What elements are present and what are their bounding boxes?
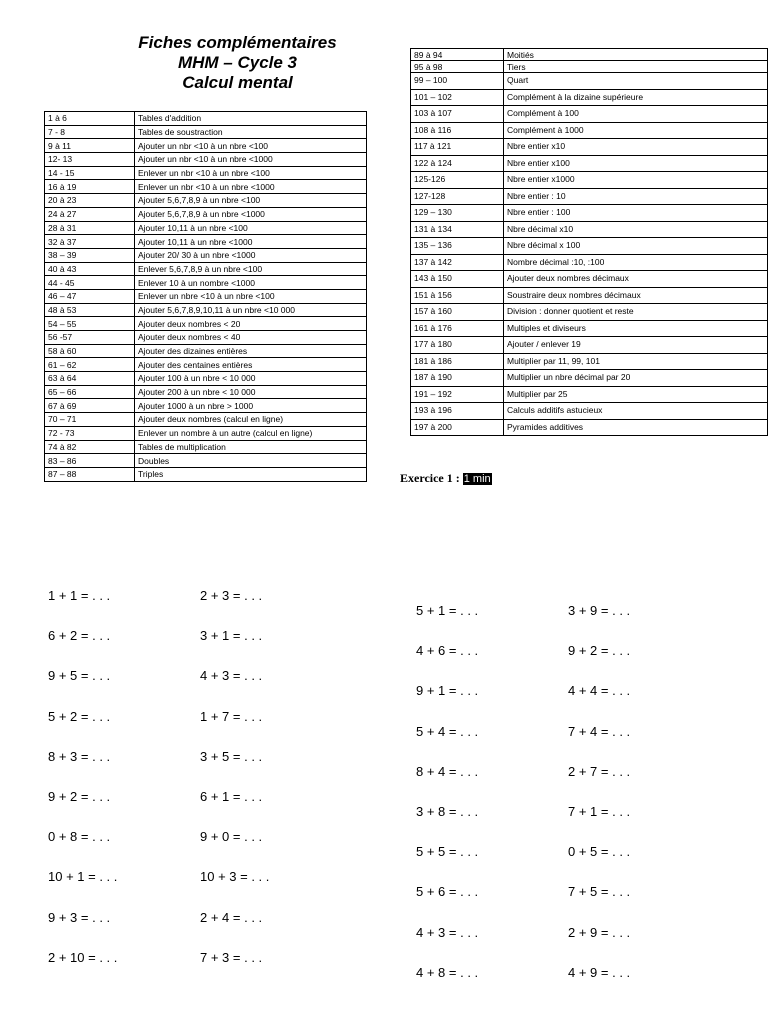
table-row	[45, 207, 367, 221]
range-cell: 103 à 107	[411, 106, 504, 123]
calculation-item: 4 + 6 = . . .	[416, 643, 479, 659]
range-cell: 32 à 37	[45, 235, 135, 249]
table-row	[411, 287, 768, 304]
table-row	[45, 385, 367, 399]
topic-cell: Ajouter 100 à un nbre < 10 000	[135, 372, 367, 386]
timer-badge: 1 min	[463, 473, 491, 485]
table-row	[411, 106, 768, 123]
topic-cell: Tables d'addition	[135, 112, 367, 126]
calculation-item: 10 + 3 = . . .	[200, 869, 270, 885]
calculation-item: 2 + 9 = . . .	[568, 924, 631, 940]
range-cell: 67 à 69	[45, 399, 135, 413]
range-cell: 56 -57	[45, 331, 135, 345]
range-cell: 16 à 19	[45, 180, 135, 194]
table-row	[411, 271, 768, 288]
topic-cell: Enlever un nbre <10 à un nbre <100	[135, 289, 367, 303]
range-cell: 74 à 82	[45, 440, 135, 454]
range-cell: 44 - 45	[45, 276, 135, 290]
title-line-1: Fiches complémentaires	[138, 33, 337, 52]
topic-cell: Ajouter des dizaines entières	[135, 344, 367, 358]
range-cell: 58 à 60	[45, 344, 135, 358]
calc-column-c	[416, 603, 478, 1005]
topic-cell: Ajouter 5,6,7,8,9,10,11 à un nbre <10 000	[135, 303, 367, 317]
table-row	[45, 112, 367, 126]
calculation-item: 2 + 10 = . . .	[48, 949, 118, 965]
table-row	[45, 399, 367, 413]
topic-cell: Nbre entier : 10	[504, 188, 768, 205]
range-cell: 89 à 94	[411, 49, 504, 61]
range-cell: 137 à 142	[411, 254, 504, 271]
table-row	[411, 139, 768, 156]
calculation-item: 0 + 8 = . . .	[48, 829, 111, 845]
range-cell: 38 – 39	[45, 248, 135, 262]
calculation-item: 9 + 2 = . . .	[48, 788, 111, 804]
topic-cell: Nbre entier : 100	[504, 205, 768, 222]
calculation-item: 2 + 4 = . . .	[200, 909, 263, 925]
table-row	[45, 276, 367, 290]
topic-cell: Enlever un nombre à un autre (calcul en ligne)	[135, 426, 367, 440]
range-cell: 24 à 27	[45, 207, 135, 221]
table-row	[411, 419, 768, 436]
table-row	[411, 205, 768, 222]
exercise-heading	[400, 471, 492, 487]
calculation-item: 6 + 1 = . . .	[200, 788, 263, 804]
table-row	[411, 61, 768, 73]
calculation-item: 9 + 2 = . . .	[568, 643, 631, 659]
range-cell: 9 à 11	[45, 139, 135, 153]
topic-cell: Multiplier par 25	[504, 386, 768, 403]
table-row	[45, 372, 367, 386]
table-row	[45, 221, 367, 235]
range-cell: 65 – 66	[45, 385, 135, 399]
range-cell: 101 – 102	[411, 89, 504, 106]
topic-cell: Enlever un nbr <10 à un nbre <1000	[135, 180, 367, 194]
calculation-item: 9 + 0 = . . .	[200, 829, 263, 845]
topic-cell: Nombre décimal :10, :100	[504, 254, 768, 271]
topic-cell: Triples	[135, 467, 367, 481]
calculation-item: 4 + 9 = . . .	[568, 964, 631, 980]
range-cell: 108 à 116	[411, 122, 504, 139]
table-row	[411, 73, 768, 90]
range-cell: 48 à 53	[45, 303, 135, 317]
table-row	[411, 122, 768, 139]
calculation-item: 2 + 7 = . . .	[568, 763, 631, 779]
range-cell: 72 - 73	[45, 426, 135, 440]
topic-cell: Nbre entier x100	[504, 155, 768, 172]
table-row	[45, 440, 367, 454]
calculation-item: 9 + 5 = . . .	[48, 668, 111, 684]
range-cell: 177 à 180	[411, 337, 504, 354]
topic-cell: Nbre décimal x10	[504, 221, 768, 238]
table-row	[45, 139, 367, 153]
range-cell: 7 - 8	[45, 125, 135, 139]
table-row	[45, 467, 367, 481]
topic-cell: Ajouter 200 à un nbre < 10 000	[135, 385, 367, 399]
topic-cell: Ajouter 5,6,7,8,9 à un nbre <100	[135, 194, 367, 208]
range-cell: 191 – 192	[411, 386, 504, 403]
range-cell: 12- 13	[45, 153, 135, 167]
topic-cell: Enlever 10 à un nombre <1000	[135, 276, 367, 290]
calculation-item: 3 + 1 = . . .	[200, 628, 263, 644]
table-row	[411, 188, 768, 205]
topic-cell: Tables de multiplication	[135, 440, 367, 454]
range-cell: 83 – 86	[45, 454, 135, 468]
range-cell: 129 – 130	[411, 205, 504, 222]
range-cell: 117 à 121	[411, 139, 504, 156]
range-cell: 193 à 196	[411, 403, 504, 420]
range-cell: 63 à 64	[45, 372, 135, 386]
topic-cell: Tiers	[504, 61, 768, 73]
table-row	[411, 49, 768, 61]
topic-cell: Complément à 100	[504, 106, 768, 123]
calculation-item: 9 + 3 = . . .	[48, 909, 111, 925]
topic-cell: Multiplier un nbre décimal par 20	[504, 370, 768, 387]
table-row	[411, 221, 768, 238]
title-line-3: Calcul mental	[182, 73, 293, 92]
topic-cell: Ajouter 10,11 à un nbre <1000	[135, 235, 367, 249]
reference-table-right	[410, 48, 768, 436]
range-cell: 61 – 62	[45, 358, 135, 372]
calculation-item: 6 + 2 = . . .	[48, 628, 111, 644]
range-cell: 54 – 55	[45, 317, 135, 331]
range-cell: 46 – 47	[45, 289, 135, 303]
calculation-item: 3 + 8 = . . .	[416, 803, 479, 819]
calculation-item: 7 + 3 = . . .	[200, 949, 263, 965]
table-row	[45, 331, 367, 345]
topic-cell: Ajouter des centaines entières	[135, 358, 367, 372]
calculation-item: 1 + 7 = . . .	[200, 708, 263, 724]
table-row	[45, 262, 367, 276]
topic-cell: Moitiés	[504, 49, 768, 61]
table-row	[411, 320, 768, 337]
table-row	[45, 344, 367, 358]
topic-cell: Ajouter deux nombres < 20	[135, 317, 367, 331]
table-row	[45, 180, 367, 194]
calculation-item: 7 + 1 = . . .	[568, 803, 631, 819]
calculation-item: 5 + 5 = . . .	[416, 844, 479, 860]
topic-cell: Division : donner quotient et reste	[504, 304, 768, 321]
range-cell: 143 à 150	[411, 271, 504, 288]
topic-cell: Complément à la dizaine supérieure	[504, 89, 768, 106]
topic-cell: Calculs additifs astucieux	[504, 403, 768, 420]
exercise-label: Exercice 1 :	[400, 471, 463, 485]
topic-cell: Doubles	[135, 454, 367, 468]
calculation-item: 5 + 1 = . . .	[416, 603, 479, 618]
table-row	[45, 248, 367, 262]
topic-cell: Ajouter 10,11 à un nbre <100	[135, 221, 367, 235]
calculation-item: 5 + 4 = . . .	[416, 723, 479, 739]
table-row	[411, 337, 768, 354]
table-row	[411, 89, 768, 106]
topic-cell: Ajouter deux nombres décimaux	[504, 271, 768, 288]
topic-cell: Complément à 1000	[504, 122, 768, 139]
range-cell: 125-126	[411, 172, 504, 189]
range-cell: 40 à 43	[45, 262, 135, 276]
range-cell: 14 - 15	[45, 166, 135, 180]
range-cell: 151 à 156	[411, 287, 504, 304]
table-row	[411, 238, 768, 255]
topic-cell: Nbre entier x1000	[504, 172, 768, 189]
table-row	[45, 317, 367, 331]
topic-cell: Ajouter un nbr <10 à un nbre <1000	[135, 153, 367, 167]
range-cell: 70 – 71	[45, 413, 135, 427]
table-row	[45, 153, 367, 167]
topic-cell: Pyramides additives	[504, 419, 768, 436]
topic-cell: Tables de soustraction	[135, 125, 367, 139]
calculation-item: 9 + 1 = . . .	[416, 683, 479, 699]
table-row	[45, 235, 367, 249]
calculation-item: 4 + 4 = . . .	[568, 683, 631, 699]
reference-table-left	[44, 111, 367, 482]
calculation-item: 4 + 3 = . . .	[416, 924, 479, 940]
range-cell: 187 à 190	[411, 370, 504, 387]
topic-cell: Nbre entier x10	[504, 139, 768, 156]
calculation-item: 1 + 1 = . . .	[48, 588, 111, 603]
calc-column-a	[48, 588, 117, 990]
title-line-2: MHM – Cycle 3	[177, 53, 298, 72]
table-row	[45, 166, 367, 180]
table-row	[45, 454, 367, 468]
range-cell: 20 à 23	[45, 194, 135, 208]
range-cell: 131 à 134	[411, 221, 504, 238]
calculation-item: 5 + 6 = . . .	[416, 884, 479, 900]
calculation-item: 4 + 8 = . . .	[416, 964, 479, 980]
topic-cell: Quart	[504, 73, 768, 90]
calculation-item: 7 + 4 = . . .	[568, 723, 631, 739]
topic-cell: Ajouter 5,6,7,8,9 à un nbre <1000	[135, 207, 367, 221]
range-cell: 181 à 186	[411, 353, 504, 370]
topic-cell: Multiplier par 11, 99, 101	[504, 353, 768, 370]
topic-cell: Nbre décimal x 100	[504, 238, 768, 255]
range-cell: 135 – 136	[411, 238, 504, 255]
topic-cell: Ajouter / enlever 19	[504, 337, 768, 354]
table-row	[411, 155, 768, 172]
table-row	[411, 370, 768, 387]
calculation-item: 4 + 3 = . . .	[200, 668, 263, 684]
range-cell: 1 à 6	[45, 112, 135, 126]
topic-cell: Enlever 5,6,7,8,9 à un nbre <100	[135, 262, 367, 276]
calculation-item: 7 + 5 = . . .	[568, 884, 631, 900]
topic-cell: Soustraire deux nombres décimaux	[504, 287, 768, 304]
topic-cell: Ajouter 20/ 30 à un nbre <1000	[135, 248, 367, 262]
range-cell: 95 à 98	[411, 61, 504, 73]
page-title	[95, 33, 380, 93]
range-cell: 127-128	[411, 188, 504, 205]
table-row	[411, 403, 768, 420]
table-row	[45, 303, 367, 317]
range-cell: 157 à 160	[411, 304, 504, 321]
table-row	[411, 353, 768, 370]
range-cell: 161 à 176	[411, 320, 504, 337]
calculation-item: 10 + 1 = . . .	[48, 869, 118, 885]
table-row	[45, 194, 367, 208]
calc-column-d	[568, 603, 630, 1005]
topic-cell: Ajouter un nbr <10 à un nbre <100	[135, 139, 367, 153]
topic-cell: Ajouter 1000 à un nbre > 1000	[135, 399, 367, 413]
topic-cell: Ajouter deux nombres < 40	[135, 331, 367, 345]
calculation-item: 2 + 3 = . . .	[200, 588, 263, 603]
calculation-item: 8 + 4 = . . .	[416, 763, 479, 779]
range-cell: 99 – 100	[411, 73, 504, 90]
range-cell: 122 à 124	[411, 155, 504, 172]
calculation-item: 3 + 5 = . . .	[200, 748, 263, 764]
range-cell: 28 à 31	[45, 221, 135, 235]
table-row	[411, 172, 768, 189]
table-row	[45, 413, 367, 427]
table-row	[45, 125, 367, 139]
calculation-item: 5 + 2 = . . .	[48, 708, 111, 724]
calc-column-b	[200, 588, 269, 990]
topic-cell: Enlever un nbr <10 à un nbre <100	[135, 166, 367, 180]
range-cell: 197 à 200	[411, 419, 504, 436]
table-row	[411, 304, 768, 321]
topic-cell: Ajouter deux nombres (calcul en ligne)	[135, 413, 367, 427]
table-row	[411, 386, 768, 403]
table-row	[45, 426, 367, 440]
calculation-item: 8 + 3 = . . .	[48, 748, 111, 764]
calculation-item: 0 + 5 = . . .	[568, 844, 631, 860]
table-row	[411, 254, 768, 271]
range-cell: 87 – 88	[45, 467, 135, 481]
table-row	[45, 289, 367, 303]
topic-cell: Multiples et diviseurs	[504, 320, 768, 337]
table-row	[45, 358, 367, 372]
calculation-item: 3 + 9 = . . .	[568, 603, 631, 618]
